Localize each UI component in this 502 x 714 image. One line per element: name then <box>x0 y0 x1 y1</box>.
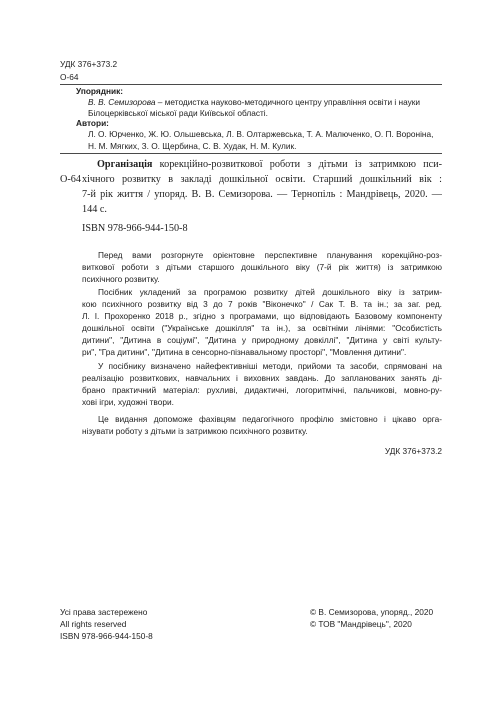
index-code: О-64 <box>60 72 79 82</box>
annotation-p4-l2: нізувати роботу з дітьми із затримкою психічного розвитку. <box>82 426 308 436</box>
footer-isbn: ISBN 978-966-944-150-8 <box>60 631 153 641</box>
udk-header: УДК 376+373.2 <box>60 59 118 69</box>
biblio-code: О-64 <box>60 174 81 185</box>
annotation-p2-l4: дошкільної освіти ("Українське дошкілля" та ін.), за освітніми лініями: "Особистість <box>82 323 442 333</box>
biblio-title-bold: Організація <box>97 159 153 170</box>
annotation-p2-l5: дитини", "Дитина в соціумі", "Дитина у природному довкіллі", "Дитина у світі культу- <box>82 335 442 345</box>
biblio-line-2: хічного розвитку в закладі дошкільної освіти. Старший дошкільний вік : <box>82 174 442 185</box>
copyright-publisher: © ТОВ "Мандрівець", 2020 <box>310 619 412 629</box>
biblio-line-4: 144 с. <box>82 204 107 215</box>
compiler-name: В. В. Семизорова <box>88 97 156 107</box>
annotation-p2-l2: кою психічного розвитку від 3 до 7 років "Віконечко" / Сак Т. В. та ін.; за заг. ред. <box>82 299 442 309</box>
authors-line-2: Н. М. Мягких, З. О. Щербина, С. В. Худак, Н. М. Кулик. <box>88 141 297 151</box>
annotation-p1-l3: психічного розвитку. <box>82 274 160 284</box>
rights-en: All rights reserved <box>60 619 127 629</box>
authors-line-1: Л. О. Юрченко, Ж. Ю. Ольшевська, Л. В. Олтаржевська, Т. А. Малюченко, О. П. Вороніна, <box>88 129 434 139</box>
annotation-p1-l2: виткової роботи з дітьми старшого дошкільного віку (7-й рік життя) із затримкою <box>82 262 442 272</box>
annotation-p2-l3: Л. І. Прохоренко 2018 р., згідно з програмами, що відповідають Базовому компоненту <box>82 311 442 321</box>
annotation-p3-l1: У посібнику визначено найефективніші методи, прийоми та засоби, спрямовані на <box>98 361 442 371</box>
copyright-compiler: © В. Семизорова, упоряд., 2020 <box>310 607 434 617</box>
annotation-p4-l1: Це видання допоможе фахівцям педагогічного профілю змістовно і цікаво орга- <box>98 414 442 424</box>
rights-ua: Усі права застережено <box>60 607 148 617</box>
annotation-p3-l2: реалізацію розвиткових, навчальних і виховних завдань. До запланованих занять ді- <box>82 373 442 383</box>
authors-label: Автори: <box>76 118 109 128</box>
biblio-line-3: 7-й рік життя / упоряд. В. В. Семизорова. — Тернопіль : Мандрівець, 2020. — <box>82 189 442 200</box>
biblio-line-1 <box>97 158 442 173</box>
header-rule-bottom <box>60 153 442 154</box>
biblio-line-1-rest: корекційно-розвиткової роботи з дітьми із затримкою пси- <box>152 159 442 170</box>
annotation-p1-l1: Перед вами розгорнуте орієнтовне перспективне планування корекційно-роз- <box>98 250 442 260</box>
annotation-p3-l4: хові ігри, художні твори. <box>82 397 174 407</box>
annotation-p2-l6: ри", "Гра дитини", "Дитина в сенсорно-пізнавальному просторі", "Мовлення дитини". <box>82 347 407 357</box>
annotation-p3-l3: брано практичний матеріал: рухливі, дидактичні, логоритмічні, пальчикові, мовно-ру- <box>82 385 442 395</box>
annotation-p2-l1: Посібник укладений за програмою розвитку дітей дошкільного віку із затрим- <box>98 287 442 297</box>
annotation-udk: УДК 376+373.2 <box>384 446 442 456</box>
compiler-desc-1: – методистка науково-методичного центру управління освіти і науки <box>155 97 421 107</box>
compiler-desc-2: Білоцерківської міської ради Київської області. <box>88 108 268 118</box>
biblio-isbn: ISBN 978-966-944-150-8 <box>82 223 188 234</box>
compiler-label: Упорядник: <box>76 86 124 96</box>
